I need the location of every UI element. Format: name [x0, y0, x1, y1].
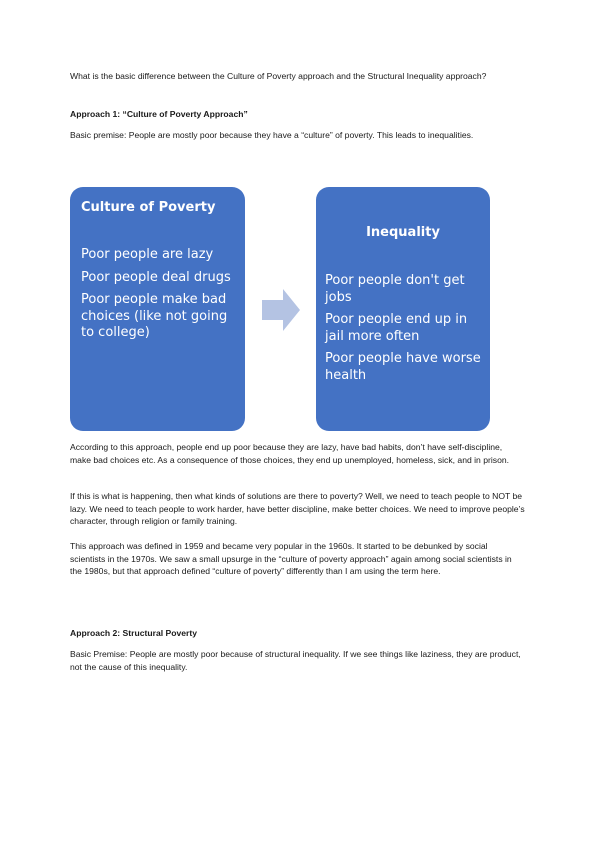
culture-item-lazy: Poor people are lazy: [81, 247, 214, 262]
inequality-list: [325, 273, 485, 390]
culture-of-poverty-box: [70, 187, 245, 431]
approach1-heading: Approach 1: “Culture of Poverty Approach”: [70, 109, 248, 119]
inequality-box: [316, 187, 490, 431]
intro-question: What is the basic difference between the Culture of Poverty approach and the Structural Inequality approach?: [70, 71, 487, 81]
approach1-premise: Basic premise: People are mostly poor because they have a “culture” of poverty. This leads to inequalities.: [70, 130, 474, 140]
approach2-heading: Approach 2: Structural Poverty: [70, 628, 198, 638]
paragraph-solutions: If this is what is happening, then what kinds of solutions are there to poverty? Well, we need to teach people to NOT be lazy. We need to teach people to work harder, have better discipline, make better choices. We need to improve people’s character, through religion or family training.: [70, 491, 525, 527]
inequality-title: Inequality: [366, 225, 440, 240]
inequality-item-jail: Poor people end up in jail more often: [325, 312, 468, 344]
culture-of-poverty-title: Culture of Poverty: [81, 200, 216, 215]
inequality-item-jobs: Poor people don't get jobs: [325, 273, 465, 305]
paragraph-consequences: According to this approach, people end up poor because they are lazy, have bad habits, don’t have self-discipline, make bad choices etc. As a consequence of those choices, they end up unemployed, homeless, sick, and in prison.: [70, 442, 510, 465]
culture-item-choices: Poor people make bad choices (like not going to college): [81, 292, 228, 340]
inequality-item-health: Poor people have worse health: [325, 351, 481, 383]
paragraph-history: This approach was defined in 1959 and became very popular in the 1960s. It started to be debunked by social scientists in the 1970s. We saw a small upsurge in the “culture of poverty approach” again among social scientists in the 1980s, but that approach defined “culture of poverty” differently than I am using the term here.: [70, 541, 512, 577]
culture-item-drugs: Poor people deal drugs: [81, 269, 231, 285]
right-arrow-icon: [262, 289, 300, 331]
culture-of-poverty-list: [81, 247, 239, 348]
approach2-premise: Basic Premise: People are mostly poor because of structural inequality. If we see things like laziness, they are product, not the cause of this inequality.: [70, 649, 521, 672]
